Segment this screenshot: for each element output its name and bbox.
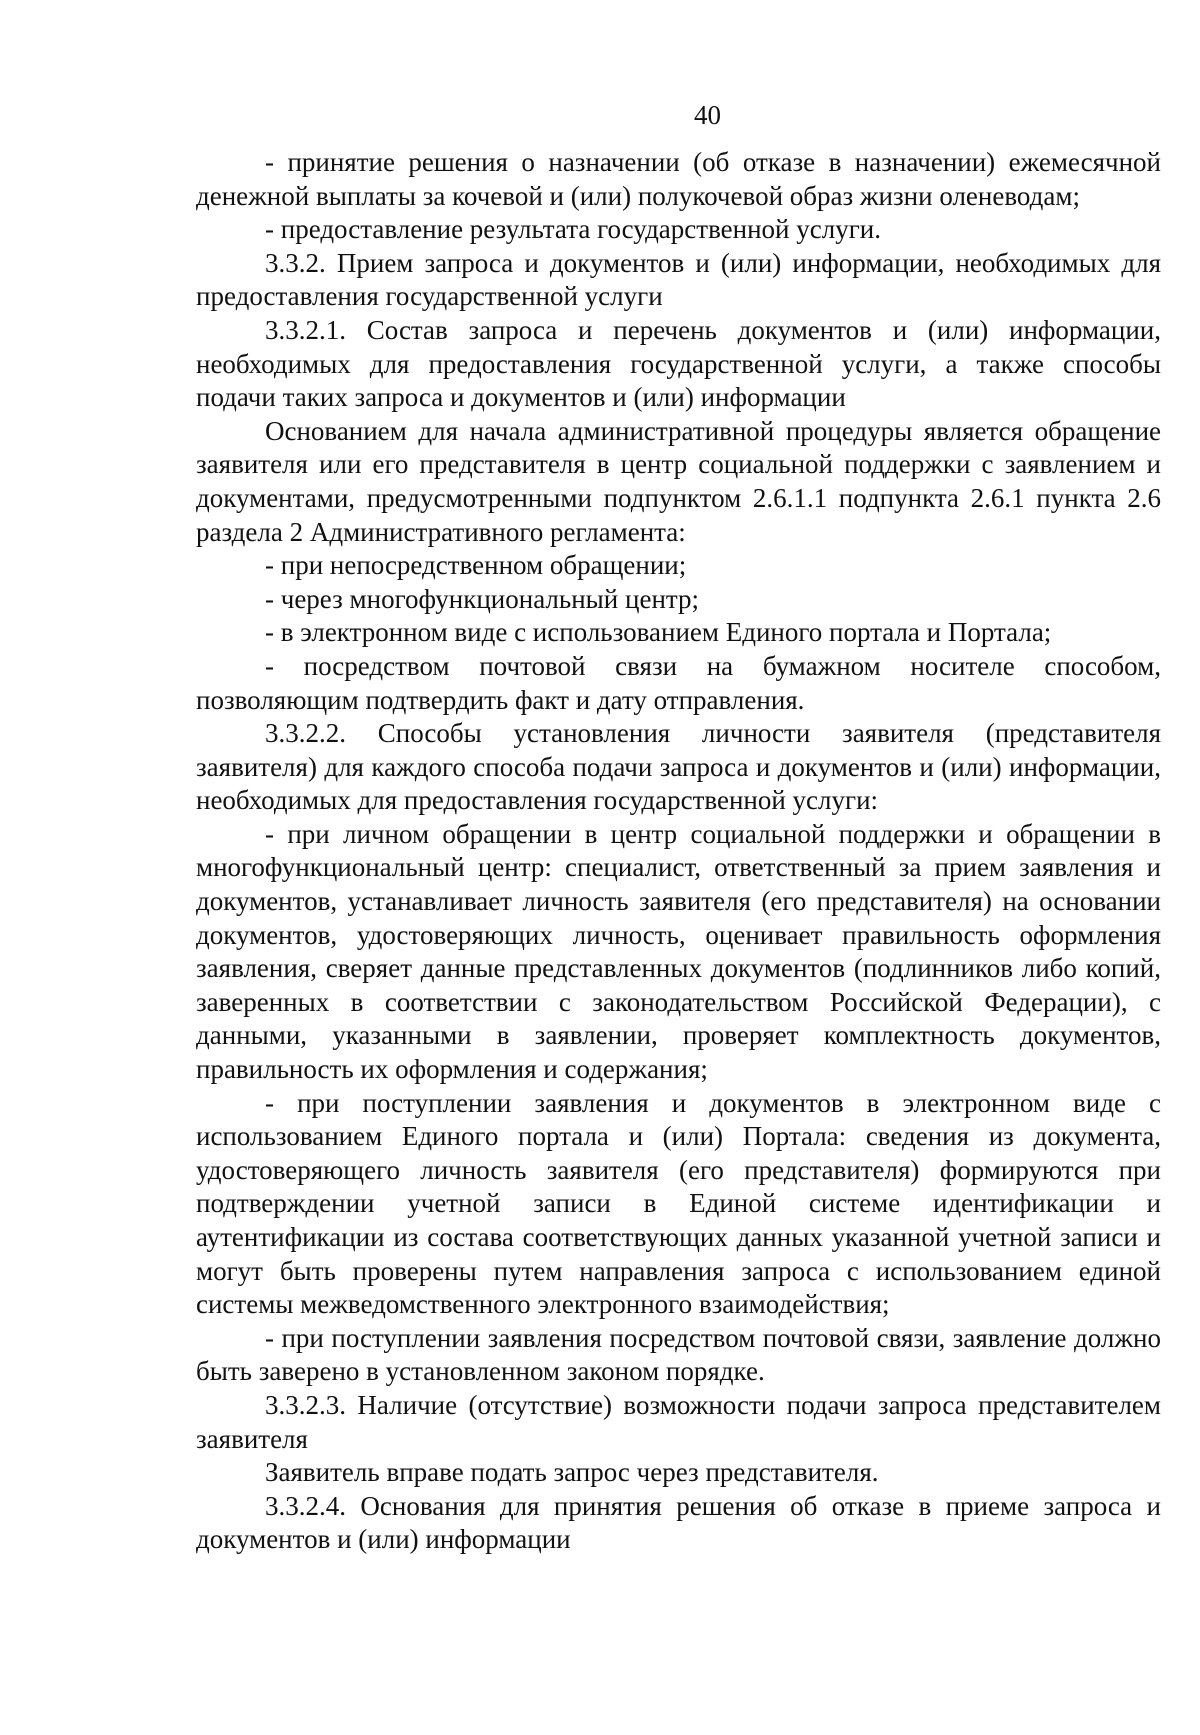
paragraph-section-3-3-2-2: 3.3.2.2. Способы установления личности заявителя (представителя заявителя) для каждого способа подачи запроса и документов и (или) информации, необходимых для предоставления государственной услуги:: [196, 718, 1161, 816]
paragraph-result-bullet: - предоставление результата государственной услуги.: [265, 214, 881, 245]
paragraph-section-3-3-2-1: 3.3.2.1. Состав запроса и перечень документов и (или) информации, необходимых для предоставления государственной услуги, а также способы подачи таких запроса и документов и (или) информации: [196, 314, 1161, 413]
paragraph-electronic-bullet: - в электронном виде с использованием Единого портала и Портала;: [265, 617, 1052, 648]
page-number: 40: [694, 100, 721, 130]
paragraph-electronic-receipt-bullet: - при поступлении заявления и документов в электронном виде с использованием Единого портала и (или) Портала: сведения из документа, удостоверяющего личность заявителя (его представителя) формируются при подтверждении учетной записи в Единой системе идентификации и аутентификации из состава соответствующих данных указанной учетной записи и могут быть проверены путем направления запроса с использованием единой системы межведомственного электронного взаимодействия;: [196, 1087, 1161, 1320]
paragraph-basis: Основанием для начала административной процедуры является обращение заявителя или его представителя в центр социальной поддержки с заявлением и документами, предусмотренными подпунктом 2.6.1.1 подпункта 2.6.1 пункта 2.6 раздела 2 Административного регламента:: [196, 415, 1161, 547]
paragraph-postal-bullet: - посредством почтовой связи на бумажном носителе способом, позволяющим подтвердить факт и дату отправления.: [196, 650, 1161, 715]
paragraph-direct-bullet: - при непосредственном обращении;: [265, 550, 687, 581]
paragraph-section-3-3-2: 3.3.2. Прием запроса и документов и (или) информации, необходимых для предоставления государственной услуги: [196, 247, 1161, 312]
paragraph-postal-receipt-bullet: - при поступлении заявления посредством почтовой связи, заявление должно быть заверено в установленном законом порядке.: [196, 1322, 1161, 1387]
paragraph-section-3-3-2-4: 3.3.2.4. Основания для принятия решения об отказе в приеме запроса и документов и (или) информации: [196, 1490, 1161, 1555]
document-body: [196, 146, 1161, 1557]
paragraph-personal-visit-bullet: - при личном обращении в центр социальной поддержки и обращении в многофункциональный центр: специалист, ответственный за прием заявления и документов, устанавливает личность заявителя (его представителя) на основании документов, удостоверяющих личность, оценивает правильность оформления заявления, сверяет данные представленных документов (подлинников либо копий, заверенных в соответствии с законодательством Российской Федерации), с данными, указанными в заявлении, проверяет комплектность документов, правильность их оформления и содержания;: [196, 818, 1161, 1085]
paragraph-representative: Заявитель вправе подать запрос через представителя.: [265, 1457, 879, 1488]
paragraph-mfc-bullet: - через многофункциональный центр;: [265, 583, 700, 614]
paragraph-section-3-3-2-3: 3.3.2.3. Наличие (отсутствие) возможности подачи запроса представителем заявителя: [196, 1389, 1161, 1454]
paragraph-decision-bullet: - принятие решения о назначении (об отказе в назначении) ежемесячной денежной выплаты за кочевой и (или) полукочевой образ жизни оленеводам;: [196, 147, 1161, 211]
